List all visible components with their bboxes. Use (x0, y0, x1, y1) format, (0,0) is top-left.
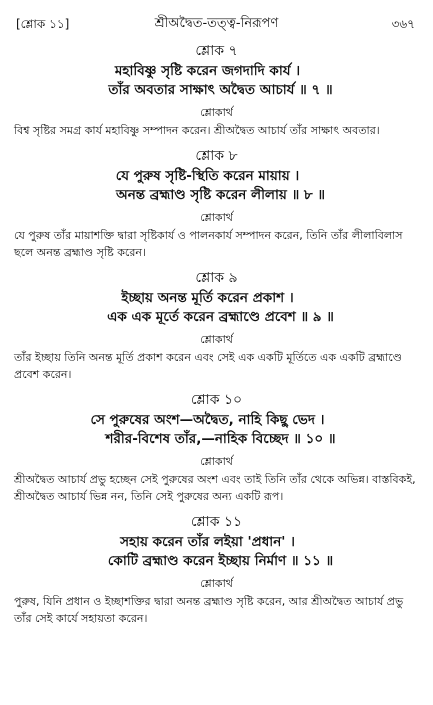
verse-line-1: ইচ্ছায় অনন্ত মূর্তি করেন প্রকাশ । (121, 290, 294, 306)
verse-number: শ্লোক ৭ (195, 43, 238, 59)
translation-label: শ্লোকার্থ (200, 211, 233, 224)
verse-number: শ্লোক ৯ (195, 270, 238, 286)
translation-text: পুরুষ, যিনি প্রধান ও ইচ্ছাশক্তির দ্বারা অনন্ত ব্রহ্মাণ্ড সৃষ্টি করেন, আর শ্রীঅদ্বৈত আচার্য প্রভু তাঁর সেই কার্যে সহায়তা করেন। (14, 595, 404, 625)
translation-text: শ্রীঅদ্বৈত আচার্য প্রভু হচ্ছেন সেই পুরুষের অংশ এবং তাই তিনি তাঁর থেকে অভিন্ন। বাস্তবিকই, শ্রীঅদ্বৈত আচার্য ভিন্ন নন, তিনি সেই পুরুষের অন্য একটি রূপ। (14, 473, 416, 503)
verse-line-1: সহায় করেন তাঁর লইয়া 'প্রধান' । (120, 534, 295, 550)
verse-line-2: এক এক মূর্তে করেন ব্রহ্মাণ্ডে প্রবেশ ॥ ৯ ॥ (107, 309, 334, 325)
verse-section-9 (14, 267, 419, 383)
translation-text: বিশ্ব সৃষ্টির সমগ্র কার্য মহাবিষ্ণু সম্পাদন করেন। শ্রীঅদ্বৈত আচার্য তাঁর সাক্ষাৎ অবতার। (14, 124, 380, 137)
translation-label: শ্লোকার্থ (200, 455, 233, 468)
verse-line-2: অনন্ত ব্রহ্মাণ্ড সৃষ্টি করেন লীলায় ॥ ৮ ॥ (116, 187, 325, 203)
verse-number: শ্লোক ৮ (195, 148, 238, 164)
running-header (14, 14, 419, 34)
verse-number: শ্লোক ১১ (190, 514, 243, 530)
verse-line-1: যে পুরুষ সৃষ্টি-স্থিতি করেন মায়ায় । (115, 168, 300, 184)
verse-section-10 (14, 389, 419, 505)
verse-line-2: তাঁর অবতার সাক্ষাৎ অদ্বৈত আচার্য ॥ ৭ ॥ (108, 82, 333, 98)
verse-line-1: মহাবিষ্ণু সৃষ্টি করেন জগদাদি কার্য । (114, 63, 301, 79)
verse-line-2: কোটি ব্রহ্মাণ্ড করেন ইচ্ছায় নির্মাণ ॥ ১১ ॥ (107, 553, 334, 569)
header-verse-ref: [শ্লোক ১১] (16, 17, 70, 31)
verse-number: শ্লোক ১০ (190, 392, 243, 408)
verse-line-1: সে পুরুষের অংশ—অদ্বৈত, নাহি কিছু ভেদ । (90, 412, 325, 428)
verse-line-2: শরীর-বিশেষ তাঁর,—নাহিক বিচ্ছেদ ॥ ১০ ॥ (105, 431, 336, 447)
translation-label: শ্লোকার্থ (200, 577, 233, 590)
verse-section-11 (14, 511, 419, 627)
verse-section-8 (14, 145, 419, 261)
translation-label: শ্লোকার্থ (200, 333, 233, 346)
page-number: ৩৬৭ (391, 17, 415, 31)
translation-text: যে পুরুষ তাঁর মায়াশক্তি দ্বারা সৃষ্টিকার্য ও পালনকার্য সম্পাদন করেন, তিনি তাঁর লীলাবিলাস ছলে অনন্ত ব্রহ্মাণ্ড সৃষ্টি করেন। (14, 229, 403, 259)
verse-section-7 (14, 40, 419, 139)
chapter-title: শ্রীঅদ্বৈত-তত্ত্ব-নিরূপণ (154, 16, 279, 31)
translation-label: শ্লোকার্থ (200, 106, 233, 119)
translation-text: তাঁর ইচ্ছায় তিনি অনন্ত মূর্তি প্রকাশ করেন এবং সেই এক একটি মূর্তিতে এক একটি ব্রহ্মাণ্ডে প্রবেশ করেন। (14, 351, 402, 381)
